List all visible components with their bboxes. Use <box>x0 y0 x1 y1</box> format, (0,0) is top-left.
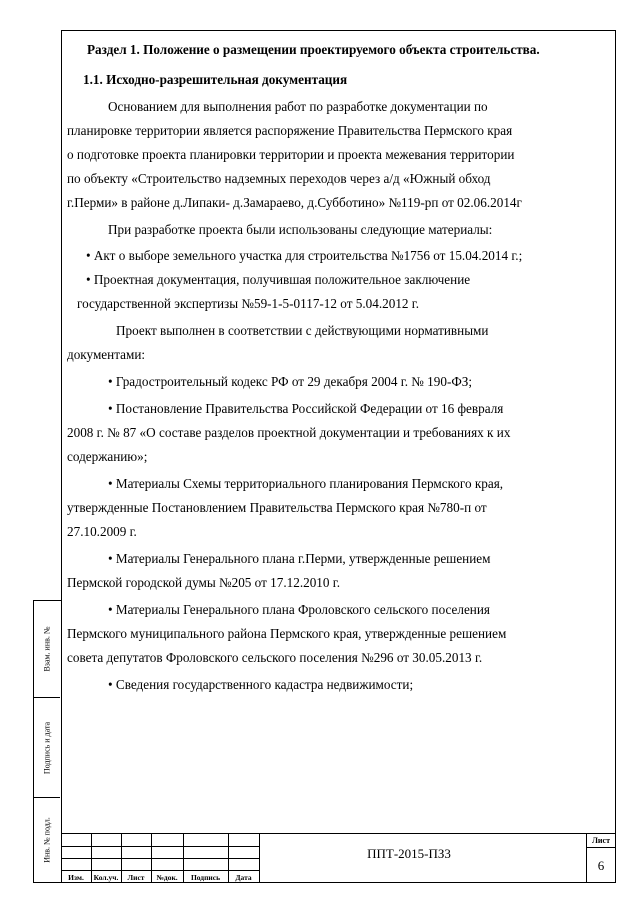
norm6: • Сведения государственного кадастра недвижимости; <box>108 677 414 692</box>
sheet-divider <box>586 847 616 848</box>
para3-line2: документами: <box>67 347 146 362</box>
side-label-podpis: Подпись и дата <box>42 721 52 774</box>
para3-line1: Проект выполнен в соответствии с действующими нормативными <box>116 323 489 338</box>
stamp-label-koluch: Кол.уч. <box>93 873 119 882</box>
stamp-label-izm: Изм. <box>68 873 84 882</box>
para1-line3: о подготовке проекта планировки территории и проекта межевания территории <box>67 147 515 162</box>
title-block <box>61 833 616 883</box>
norm3-line3: 27.10.2009 г. <box>67 524 137 539</box>
bullet2-line2: государственной экспертизы №59-1-5-0117-12 от 5.04.2012 г. <box>77 296 420 311</box>
para1-line1 <box>108 99 606 115</box>
document-code: ППТ-2015-ПЗ3 <box>367 846 451 861</box>
subsection-title: 1.1. Исходно-разрешительная документация <box>83 72 348 87</box>
para1-line2: планировке территории является распоряжение Правительства Пермского края <box>67 123 513 138</box>
section-title: Раздел 1. Положение о размещении проектируемого объекта строительства. <box>87 42 540 57</box>
stamp-label-ndok: №док. <box>156 873 178 882</box>
norm5-line2: Пермского муниципального района Пермского края, утвержденные решением <box>67 626 507 641</box>
side-cell-vzam <box>34 601 60 698</box>
norm5-line3: совета депутатов Фроловского сельского поселения №296 от 30.05.2013 г. <box>67 650 483 665</box>
norm3-line1: • Материалы Схемы территориального планирования Пермского края, <box>108 476 504 491</box>
bullet1: • Акт о выборе земельного участка для строительства №1756 от 15.04.2014 г.; <box>86 248 523 263</box>
bullet2-line1: • Проектная документация, получившая положительное заключение <box>86 272 471 287</box>
side-cell-podpis <box>34 698 60 798</box>
side-label-inv: Инв. № подл. <box>42 817 52 863</box>
side-stamp-strip <box>33 600 61 883</box>
norm1: • Градостроительный кодекс РФ от 29 декабря 2004 г. № 190-ФЗ; <box>108 374 473 389</box>
stamp-label-list: Лист <box>127 873 145 882</box>
norm5-line1: • Материалы Генерального плана Фроловского сельского поселения <box>108 602 490 617</box>
para1-line5: г.Перми» в районе д.Липаки- д.Замараево, д.Субботино» №119-рп от 02.06.2014г <box>67 195 522 210</box>
norm3-line2: утвержденные Постановлением Правительства Пермского края №780-п от <box>67 500 487 515</box>
sheet-number: 6 <box>597 858 605 873</box>
norm2-line3: содержанию»; <box>67 449 148 464</box>
norm4-line1: • Материалы Генерального плана г.Перми, утвержденные решением <box>108 551 491 566</box>
para2: При разработке проекта были использованы следующие материалы: <box>108 222 493 237</box>
norm2-line2: 2008 г. № 87 «О составе разделов проектной документации и требованиях к их <box>67 425 511 440</box>
side-label-vzam: Взам. инв. № <box>42 626 52 672</box>
para1-line4: по объекту «Строительство надземных переходов через а/д «Южный обход <box>67 171 491 186</box>
norm4-line2: Пермской городской думы №205 от 17.12.2010 г. <box>67 575 341 590</box>
side-cell-inv <box>34 798 60 882</box>
stamp-label-data: Дата <box>235 873 252 882</box>
stamp-label-podpis: Подпись <box>190 873 221 882</box>
sheet-label: Лист <box>591 836 611 845</box>
para1-text-1: Основанием для выполнения работ по разработке документации по <box>108 99 488 114</box>
norm2-line1: • Постановление Правительства Российской Федерации от 16 февраля <box>108 401 504 416</box>
